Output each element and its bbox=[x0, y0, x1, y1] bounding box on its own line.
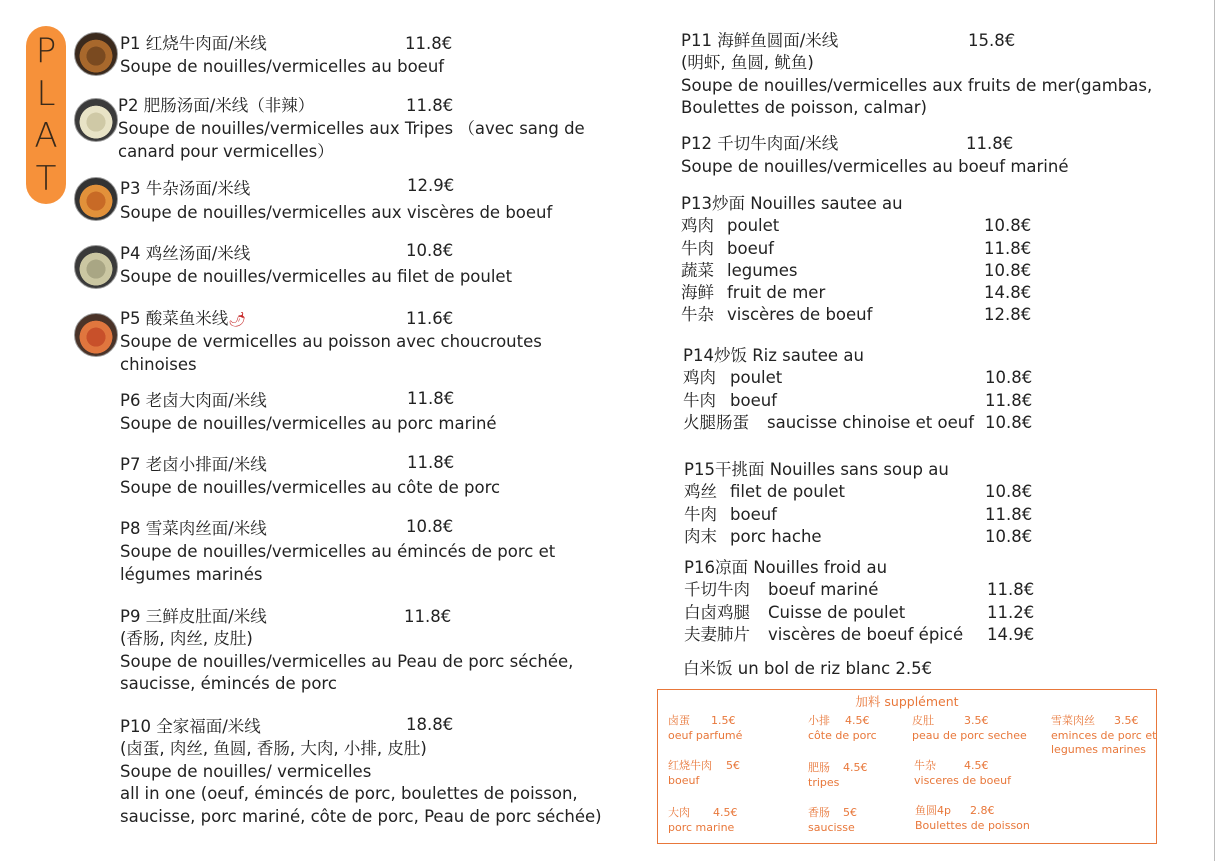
tag-letter: L bbox=[36, 73, 56, 114]
item-name: P12 千切牛肉面/米线 bbox=[681, 134, 839, 153]
tripe-noodle-bowl-photo bbox=[74, 98, 118, 142]
item-price: 15.8€ bbox=[968, 31, 1016, 50]
item-price: 11.6€ bbox=[406, 309, 454, 328]
supplement-item: 小排 4.5€ côte de porc bbox=[808, 714, 877, 742]
supplements-title: 加料 supplément bbox=[855, 694, 959, 709]
item-price: 11.8€ bbox=[404, 607, 452, 626]
item-description: all in one (oeuf, émincés de porc, boulettes de poisson, bbox=[120, 784, 578, 803]
item-name: P5 酸菜鱼米线🌶 bbox=[120, 309, 246, 328]
item-description: saucisse, porc mariné, côte de porc, Peau de porc séchée) bbox=[120, 806, 602, 826]
item-price: 10.8€ bbox=[406, 241, 454, 260]
item-name: P8 雪菜肉丝面/米线 bbox=[120, 519, 267, 538]
item-description: Soupe de nouilles/vermicelles au émincés de porc et bbox=[120, 542, 556, 561]
item-description: (香肠, 肉丝, 皮肚) bbox=[120, 629, 253, 648]
item-name: P6 老卤大肉面/米线 bbox=[120, 391, 267, 410]
supplements-box bbox=[657, 689, 1157, 844]
item-description: Boulettes de poisson, calmar) bbox=[681, 98, 927, 117]
item-description: Soupe de vermicelles au poisson avec choucroutes bbox=[120, 332, 542, 351]
supplement-item: 卤蛋 1.5€ oeuf parfumé bbox=[668, 714, 743, 742]
item-name: P11 海鲜鱼圆面/米线 bbox=[681, 31, 839, 50]
item-description: canard pour vermicelles） bbox=[118, 141, 334, 161]
supplement-item: 牛杂 4.5€ visceres de boeuf bbox=[914, 759, 1011, 787]
item-price: 18.8€ bbox=[406, 715, 454, 734]
supplement-item: 皮肚 3.5€ peau de porc sechee bbox=[912, 714, 1027, 742]
tag-letter: A bbox=[34, 116, 58, 157]
supplement-item: 雪菜肉丝 3.5€ eminces de porc et legumes marines bbox=[1051, 714, 1157, 756]
item-price: 11.8€ bbox=[966, 134, 1014, 153]
item-name: P4 鸡丝汤面/米线 bbox=[120, 244, 251, 263]
item-price: 10.8€ bbox=[406, 517, 454, 536]
item-description: Soupe de nouilles/vermicelles aux viscères de boeuf bbox=[120, 203, 553, 222]
item-description: Soupe de nouilles/vermicelles aux Tripes （avec sang de bbox=[118, 119, 585, 138]
chili-pepper-icon: 🌶 bbox=[228, 312, 246, 328]
supplement-item: 香肠 5€ saucisse bbox=[808, 806, 857, 834]
supplement-item: 大肉 4.5€ porc marine bbox=[668, 806, 738, 834]
chicken-noodle-bowl-photo bbox=[74, 245, 118, 289]
item-description: légumes marinés bbox=[120, 564, 263, 584]
item-description: saucisse, émincés de porc bbox=[120, 674, 337, 693]
item-price: 11.8€ bbox=[406, 96, 454, 115]
tag-letter: P bbox=[35, 31, 57, 72]
item-name: P2 肥肠汤面/米线（非辣） bbox=[118, 96, 315, 115]
supplement-item: 肥肠 4.5€ tripes bbox=[808, 761, 868, 789]
offal-noodle-bowl-photo bbox=[74, 177, 118, 221]
item-description: (明虾, 鱼圆, 鱿鱼) bbox=[681, 53, 814, 72]
item-description: Soupe de nouilles/vermicelles au côte de porc bbox=[120, 478, 501, 497]
supplement-item: 鱼圆4p 2.8€ Boulettes de poisson bbox=[915, 804, 1030, 832]
page-edge bbox=[1214, 0, 1215, 861]
supplement-item: 红烧牛肉 5€ boeuf bbox=[668, 759, 740, 787]
item-description: Soupe de nouilles/vermicelles au porc mariné bbox=[120, 414, 497, 433]
item-name: P1 红烧牛肉面/米线 bbox=[120, 34, 267, 53]
item-name: P10 全家福面/米线 bbox=[120, 717, 261, 736]
beef-noodle-bowl-photo bbox=[74, 32, 118, 76]
item-description: Soupe de nouilles/vermicelles au boeuf mariné bbox=[681, 157, 1069, 176]
item-name: P7 老卤小排面/米线 bbox=[120, 455, 267, 474]
plat-section-tag bbox=[26, 26, 66, 204]
item-price: 11.8€ bbox=[405, 34, 453, 53]
fish-vermicelli-bowl-photo bbox=[74, 313, 118, 357]
item-description: Soupe de nouilles/ vermicelles bbox=[120, 761, 372, 781]
item-price: 12.9€ bbox=[407, 176, 455, 195]
item-description: Soupe de nouilles/vermicelles au boeuf bbox=[120, 57, 445, 76]
item-price: 11.8€ bbox=[407, 389, 455, 408]
item-description: Soupe de nouilles/vermicelles au filet de poulet bbox=[120, 267, 513, 286]
item-description: Soupe de nouilles/vermicelles aux fruits de mer(gambas, bbox=[681, 75, 1153, 95]
item-name: P3 牛杂汤面/米线 bbox=[120, 179, 251, 198]
tag-letter: T bbox=[35, 158, 57, 199]
item-description: Soupe de nouilles/vermicelles au Peau de porc séchée, bbox=[120, 651, 574, 671]
item-description: (卤蛋, 肉丝, 鱼圆, 香肠, 大肉, 小排, 皮肚) bbox=[120, 739, 427, 758]
item-price: 11.8€ bbox=[407, 453, 455, 472]
item-description: chinoises bbox=[120, 354, 197, 374]
item-name: P9 三鲜皮肚面/米线 bbox=[120, 607, 267, 626]
